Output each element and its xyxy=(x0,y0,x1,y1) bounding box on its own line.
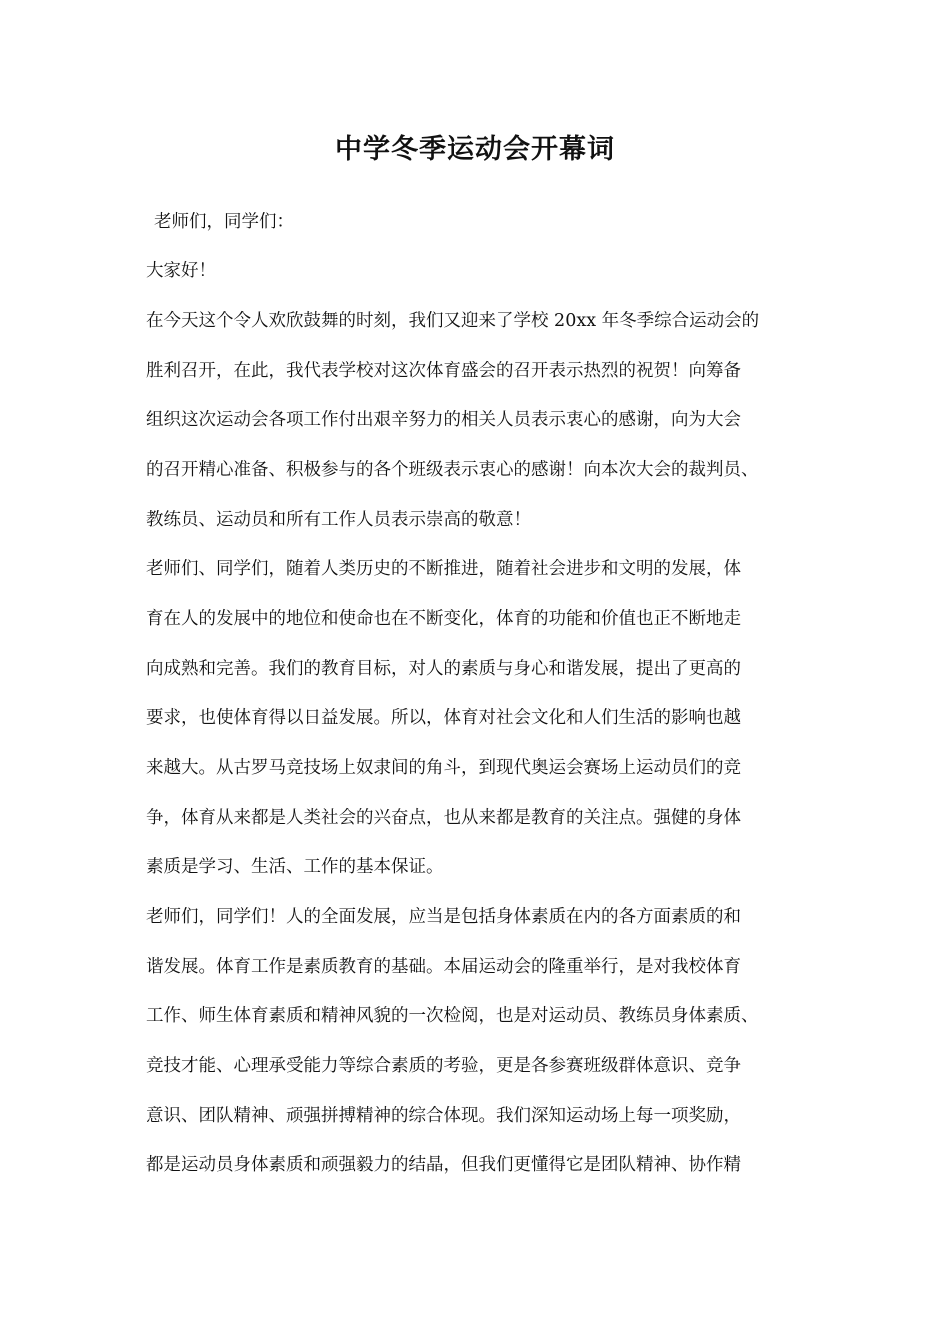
paragraph-line: 争，体育从来都是人类社会的兴奋点，也从来都是教育的关注点。强健的身体 xyxy=(146,808,741,828)
paragraph-line: 都是运动员身体素质和顽强毅力的结晶，但我们更懂得它是团队精神、协作精 xyxy=(146,1155,741,1175)
salutation: 老师们，同学们： xyxy=(154,212,294,232)
paragraph-line: 素质是学习、生活、工作的基本保证。 xyxy=(146,857,444,877)
paragraph-line: 向成熟和完善。我们的教育目标，对人的素质与身心和谐发展，提出了更高的 xyxy=(146,659,741,679)
paragraph-line: 老师们，同学们！人的全面发展，应当是包括身体素质在内的各方面素质的和 xyxy=(146,907,741,927)
paragraph-line: 来越大。从古罗马竞技场上奴隶间的角斗，到现代奥运会赛场上运动员们的竞 xyxy=(146,758,741,778)
paragraph-line: 育在人的发展中的地位和使命也在不断变化，体育的功能和价值也正不断地走 xyxy=(146,609,741,629)
paragraph-line: 教练员、运动员和所有工作人员表示崇高的敬意！ xyxy=(146,510,531,530)
paragraph-line: 意识、团队精神、顽强拼搏精神的综合体现。我们深知运动场上每一项奖励， xyxy=(146,1106,741,1126)
paragraph-line: 谐发展。体育工作是素质教育的基础。本届运动会的隆重举行，是对我校体育 xyxy=(146,957,741,977)
paragraph-line: 老师们、同学们，随着人类历史的不断推进，随着社会进步和文明的发展，体 xyxy=(146,559,741,579)
paragraph-line: 组织这次运动会各项工作付出艰辛努力的相关人员表示衷心的感谢，向为大会 xyxy=(146,410,741,430)
page-title: 中学冬季运动会开幕词 xyxy=(335,134,615,165)
paragraph-line: 的召开精心准备、积极参与的各个班级表示衷心的感谢！向本次大会的裁判员、 xyxy=(146,460,759,480)
paragraph-line: 竞技才能、心理承受能力等综合素质的考验，更是各参赛班级群体意识、竞争 xyxy=(146,1056,741,1076)
greeting: 大家好！ xyxy=(146,261,216,281)
paragraph-line: 在今天这个令人欢欣鼓舞的时刻，我们又迎来了学校 20xx 年冬季综合运动会的 xyxy=(146,311,760,331)
paragraph-line: 工作、师生体育素质和精神风貌的一次检阅，也是对运动员、教练员身体素质、 xyxy=(146,1006,759,1026)
paragraph-line: 要求，也使体育得以日益发展。所以，体育对社会文化和人们生活的影响也越 xyxy=(146,708,741,728)
paragraph-line: 胜利召开，在此，我代表学校对这次体育盛会的召开表示热烈的祝贺！向筹备 xyxy=(146,361,741,381)
